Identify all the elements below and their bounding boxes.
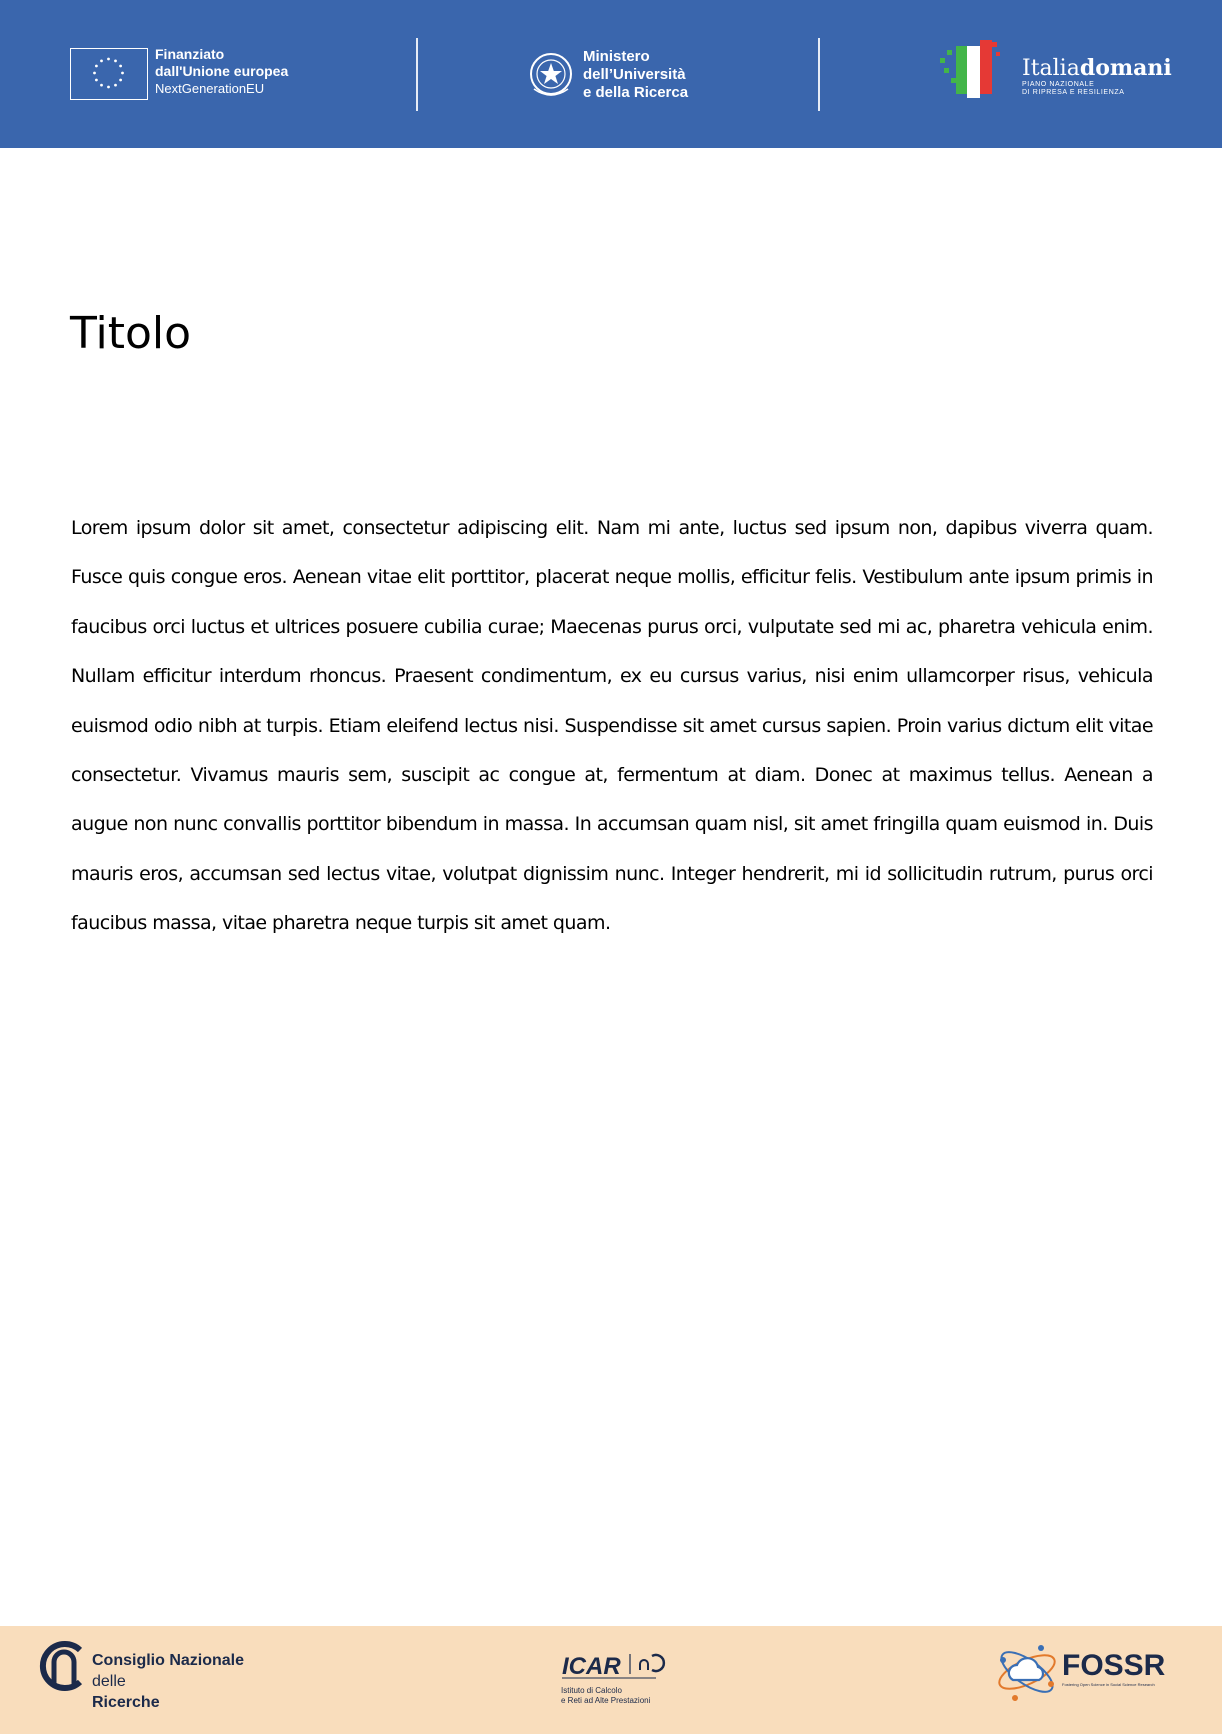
cnr-line-2-b: Ricerche: [92, 1694, 160, 1711]
icar-name: ICAR: [562, 1653, 621, 1680]
cnr-line-2-a: delle: [92, 1673, 126, 1690]
italiadomani-sub-1: PIANO NAZIONALE: [1022, 81, 1095, 88]
ministry-line-1: Ministero: [583, 48, 650, 65]
eu-line-1: Finanziato: [155, 46, 225, 62]
document-title: Titolo: [70, 308, 192, 359]
header-divider: [818, 38, 820, 111]
header-banner: [0, 0, 1222, 148]
cnr-logo-icon: [36, 1640, 88, 1692]
italiadomani-flag-icon: [938, 38, 1018, 104]
fossr-name: FOSSR: [1062, 1649, 1166, 1682]
eu-flag-icon: [70, 48, 148, 100]
fossr-cloud-icon: [993, 1638, 1061, 1706]
italiadomani-title-bold: domani: [1079, 55, 1172, 81]
ministry-line-3: e della Ricerca: [583, 84, 689, 101]
italiadomani-sub-2: DI RIPRESA E RESILIENZA: [1022, 89, 1125, 96]
cnr-line-2: [92, 1671, 244, 1713]
eu-funding-label: [155, 46, 288, 98]
italiadomani-title: [1022, 56, 1172, 81]
italian-emblem-icon: [528, 49, 574, 101]
document-body-paragraph: Lorem ipsum dolor sit amet, consectetur adipiscing elit. Nam mi ante, luctus sed ipsum non, dapibus viverra quam. Fusce quis congue eros. Aenean vitae elit porttitor, placerat neque mollis, efficitur felis. Vestibulum ante ipsum primis in faucibus orci luctus et ultrices posuere cubilia curae; Maecenas purus orci, vulputate sed mi ac, pharetra vehicula enim. Nullam efficitur interdum rhoncus. Praesent condimentum, ex eu cursus varius, nisi enim ullamcorper risus, vehicula euismod odio nibh at turpis. Etiam eleifend lectus nisi. Suspendisse sit amet cursus sapien. Proin varius dictum elit vitae consectetur. Vivamus mauris sem, suscipit ac congue at, fermentum at diam. Donec at maximus tellus. Aenean a augue non nunc convallis porttitor bibendum in massa. In accumsan quam nisl, sit amet fringilla quam euismod in. Duis mauris eros, accumsan sed lectus vitae, volutpat dignissim nunc. Integer hendrerit, mi id sollicitudin rutrum, purus orci faucibus massa, vitae pharetra neque turpis sit amet quam.: [71, 517, 1153, 935]
fossr-tagline: Fostering Open Science in Social Science Research: [1062, 1682, 1155, 1687]
cnr-label: [92, 1650, 244, 1713]
italiadomani-label: [1022, 56, 1172, 97]
header-divider: [416, 38, 418, 111]
ministry-line-2: dell’Università: [583, 66, 686, 83]
icar-logo: [560, 1648, 670, 1688]
eu-line-2: dall'Unione europea: [155, 63, 289, 79]
icar-subtitle: [561, 1686, 650, 1706]
ministry-label: [583, 48, 688, 102]
icar-sub-2: e Reti ad Alte Prestazioni: [561, 1696, 651, 1705]
cnr-line-1: Consiglio Nazionale: [92, 1652, 245, 1669]
italiadomani-title-light: Italia: [1022, 56, 1080, 81]
icar-sub-1: Istituto di Calcolo: [561, 1686, 622, 1695]
eu-line-3: NextGenerationEU: [155, 81, 265, 96]
